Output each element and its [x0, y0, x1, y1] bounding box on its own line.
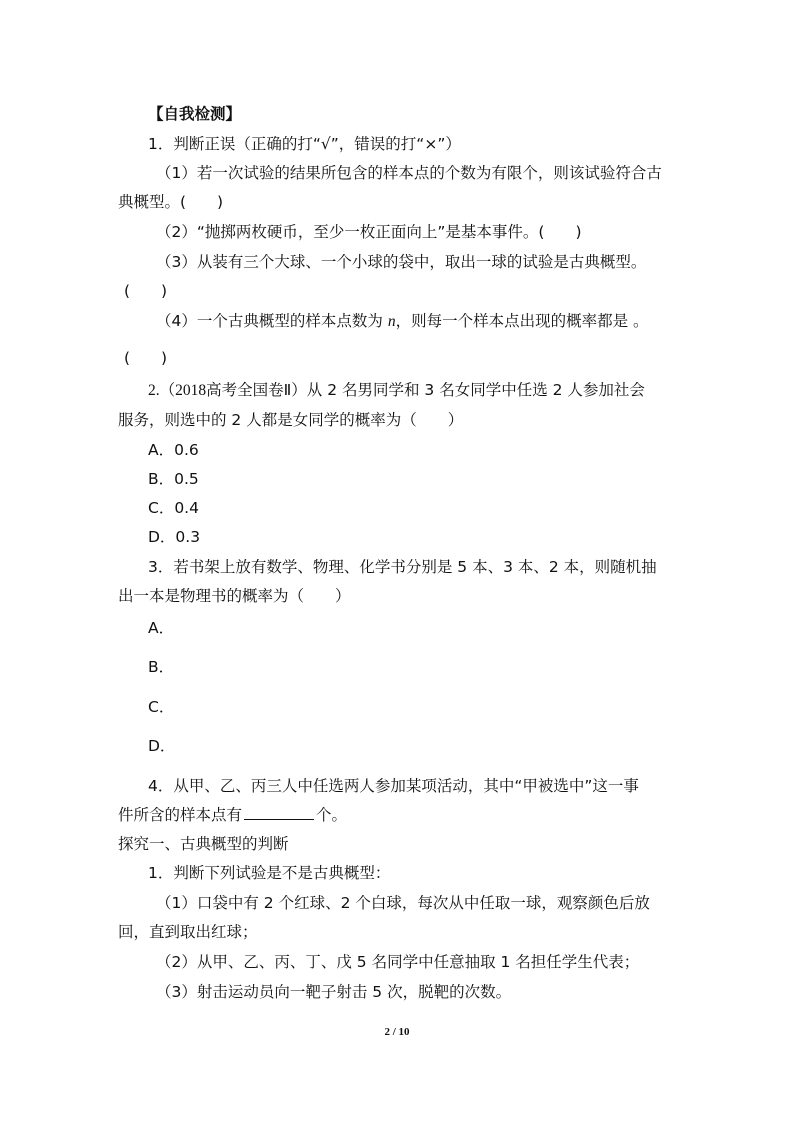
- q1-title: 1．判断正误（正确的打“√”，错误的打“×”）: [148, 135, 461, 153]
- q2-line2: 服务，则选中的 2 人都是女同学的概率为（ ）: [118, 411, 464, 429]
- explore-item1-line2: 回，直到取出红球；: [118, 923, 258, 941]
- section-header: 【自我检测】: [148, 105, 242, 123]
- q1-item3-line2: ( ): [124, 282, 168, 300]
- q3-option-a: A．: [148, 619, 175, 637]
- q1-item1-line1: （1）若一次试验的结果所包含的样本点的个数为有限个，则该试验符合古: [156, 164, 662, 182]
- q3-option-c: C．: [148, 698, 175, 716]
- q2-line1: [148, 380, 645, 401]
- q3-option-d: D．: [148, 737, 176, 755]
- q3-line2: 出一本是物理书的概率为（ ）: [118, 587, 351, 605]
- answer-blank[interactable]: [244, 805, 314, 820]
- q3-line1: 3．若书架上放有数学、物理、化学书分别是 5 本、3 本、2 本，则随机抽: [148, 558, 657, 576]
- q1-item3-line1: （3）从装有三个大球、一个小球的袋中，取出一球的试验是古典概型。: [156, 253, 647, 271]
- q2-option-a: A．0.6: [148, 441, 199, 459]
- explore-title: 探究一、古典概型的判断: [118, 835, 289, 853]
- q2-line1-rest: 高考全国卷Ⅱ）从 2 名男同学和 3 名女同学中任选 2 人参加社会: [206, 381, 645, 399]
- page-number: 2 / 10: [384, 1026, 410, 1038]
- variable-n: n: [387, 313, 396, 330]
- q1-item4: [156, 311, 649, 332]
- explore-q1: 1．判断下列试验是不是古典概型：: [148, 864, 391, 882]
- q1-item1-line2: 典概型。( ): [118, 193, 224, 211]
- explore-item2: （2）从甲、乙、丙、丁、戊 5 名同学中任意抽取 1 名担任学生代表；: [156, 953, 640, 971]
- q4-line2: [118, 805, 347, 825]
- q3-option-b: B．: [148, 658, 175, 676]
- q2-option-c: C．0.4: [148, 499, 199, 517]
- q1-item2: （2）“抛掷两枚硬币，至少一枚正面向上”是基本事件。( ): [156, 223, 582, 241]
- q1-item4-post: ，则每一个样本点出现的概率都是 。: [395, 312, 649, 330]
- q2-option-b: B．0.5: [148, 470, 199, 488]
- explore-item1-line1: （1）口袋中有 2 个红球、2 个白球，每次从中任取一球，观察颜色后放: [156, 894, 650, 912]
- q1-item4-line2: ( ): [124, 349, 168, 367]
- q1-item4-pre: （4）一个古典概型的样本点数为: [156, 312, 383, 330]
- q4-line2-pre: 件所含的样本点有: [118, 806, 243, 824]
- q2-number: 2.（2018: [148, 382, 207, 399]
- q2-option-d: D．0.3: [148, 528, 201, 546]
- q4-line2-post: 个。: [316, 806, 348, 824]
- explore-item3: （3）射击运动员向一靶子射击 5 次，脱靶的次数。: [156, 983, 512, 1001]
- q4-line1: 4．从甲、乙、丙三人中任选两人参加某项活动，其中“甲被选中”这一事: [148, 777, 639, 795]
